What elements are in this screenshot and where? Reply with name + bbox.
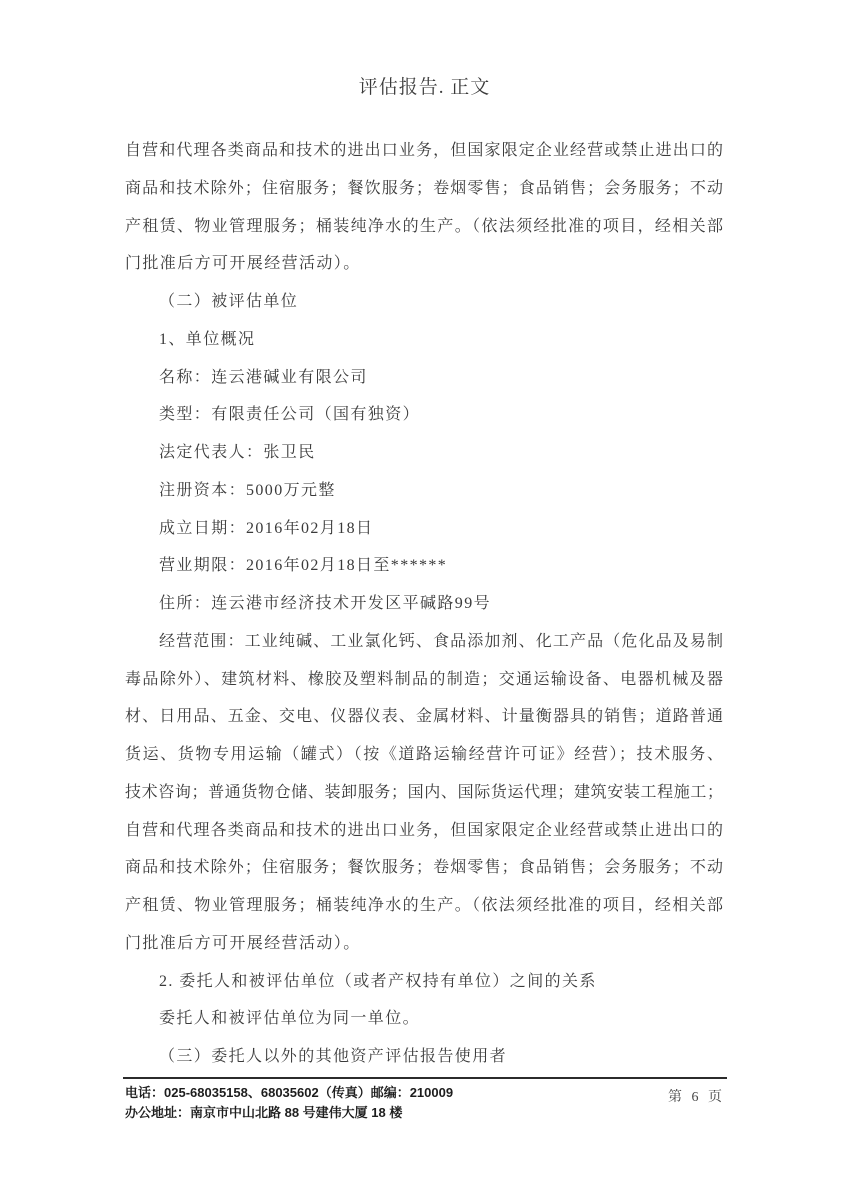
text-line: 成立日期：2016年02月18日	[159, 519, 374, 537]
text-line: 自营和代理各类商品和技术的进出口业务，但国家限定企业经营或禁止进出口的	[125, 142, 723, 159]
text-line: 产租赁、物业管理服务；桶装纯净水的生产。（依法须经批准的项目，经相关部	[125, 897, 723, 914]
footer-divider	[123, 1077, 727, 1079]
text-line: 1、单位概况	[159, 330, 256, 348]
page-number: 第 6 页	[668, 1090, 725, 1105]
text-line: 技术咨询；普通货物仓储、装卸服务；国内、国际货运代理；建筑安装工程施工；	[125, 783, 723, 801]
text-line: 法定代表人：张卫民	[159, 444, 316, 461]
text-line: （二）被评估单位	[159, 293, 299, 310]
page-footer	[125, 1083, 605, 1123]
text-line: 经营范围：工业纯碱、工业氯化钙、食品添加剂、化工产品（危化品及易制	[159, 632, 723, 650]
footer-phone: 电话：025-68035158、68035602（传真）邮编：210009	[125, 1085, 454, 1100]
text-line: 货运、货物专用运输（罐式）（按《道路运输经营许可证》经营）；技术服务、	[125, 746, 723, 763]
text-line: 门批准后方可开展经营活动）。	[125, 255, 361, 273]
text-line: 材、日用品、五金、交电、仪器仪表、金属材料、计量衡器具的销售；道路普通	[125, 708, 723, 726]
text-line: 商品和技术除外；住宿服务；餐饮服务；卷烟零售；食品销售；会务服务；不动	[125, 859, 723, 877]
text-line: 2. 委托人和被评估单位（或者产权持有单位）之间的关系	[159, 972, 597, 990]
text-line: 毒品除外）、建筑材料、橡胶及塑料制品的制造；交通运输设备、电器机械及器	[125, 670, 723, 688]
text-line: 名称：连云港碱业有限公司	[159, 368, 368, 386]
document-body	[125, 132, 723, 1076]
text-line: 营业期限：2016年02月18日至******	[159, 557, 448, 575]
text-line: 自营和代理各类商品和技术的进出口业务，但国家限定企业经营或禁止进出口的	[125, 821, 723, 839]
text-line: 住所：连云港市经济技术开发区平碱路99号	[159, 595, 492, 612]
text-line: 类型：有限责任公司（国有独资）	[159, 406, 421, 424]
text-line: （三）委托人以外的其他资产评估报告使用者	[159, 1048, 508, 1065]
text-line: 产租赁、物业管理服务；桶装纯净水的生产。（依法须经批准的项目，经相关部	[125, 217, 723, 235]
footer-address: 办公地址：南京市中山北路 88 号建伟大厦 18 楼	[125, 1105, 403, 1120]
text-line: 注册资本：5000万元整	[159, 481, 336, 499]
text-line: 委托人和被评估单位为同一单位。	[159, 1010, 421, 1028]
text-line: 商品和技术除外；住宿服务；餐饮服务；卷烟零售；食品销售；会务服务；不动	[125, 179, 723, 197]
page-title: 评估报告. 正文	[358, 77, 491, 98]
text-line: 门批准后方可开展经营活动）。	[125, 934, 361, 952]
